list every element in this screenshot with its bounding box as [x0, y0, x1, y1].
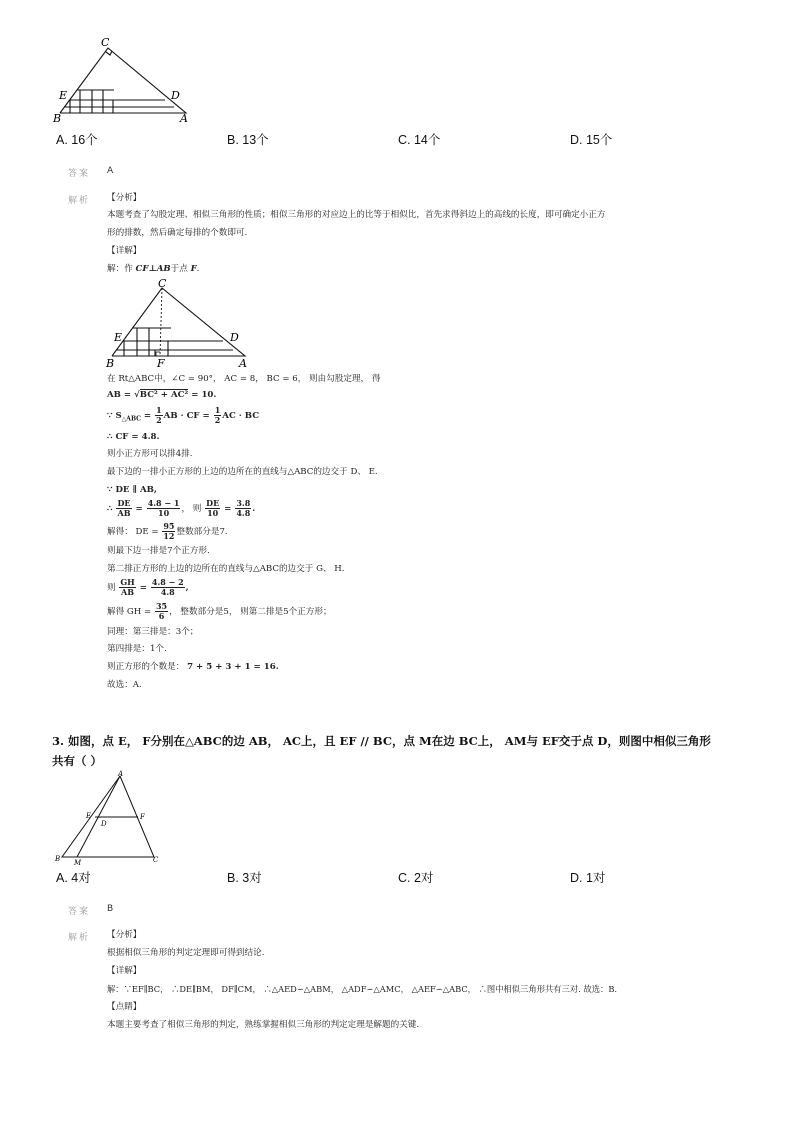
q2-detail-line-4: ∵ $S_{\triangle ABC}$ = $\frac{1}{2}$ AB · CF = $\frac{1}{2}$ AC · BC: [107, 405, 260, 425]
q2-sol-label-c: C: [158, 277, 167, 290]
q3-detail-text: 解：∵EF∥BC， ∴DE∥BM， DF∥CM， ∴△AED∽△ABM， △ADF∽△AMC， △AEF∽△ABC， ∴图中相似三角形共有三对. 故选：B.: [107, 984, 618, 994]
q3-comment-text: 本题主要考查了相似三角形的判定，熟练掌握相似三角形的判定定理是解题的关键.: [107, 1020, 420, 1030]
q2-analysis-label: 解析: [68, 196, 91, 206]
q2-sol-label-d: D: [230, 331, 239, 344]
q2-sol-label-a: A: [239, 357, 247, 370]
q2-detail-line-6: 则小正方形可以排4排.: [107, 449, 193, 459]
q2-analysis-text-2: 形的排数，然后确定每排的个数即可.: [107, 228, 248, 238]
q2-detail-line-3: AB = √BC² + AC² = 10.: [107, 390, 217, 400]
q2-detail-line-1: 解：作 CF⊥AB于点 F.: [107, 264, 200, 274]
q2-detail-heading: 【详解】: [107, 246, 142, 256]
q2-option-a[interactable]: A. 16个: [56, 133, 98, 147]
q2-sol-label-b: B: [106, 357, 115, 370]
q2-solution-figure: [102, 276, 262, 371]
q3-detail-heading: 【详解】: [107, 966, 142, 976]
q3-analysis-label: 解析: [68, 933, 91, 943]
q2-detail-line-15: 同理：第三排是：3个；: [107, 627, 199, 637]
q2-label-d: D: [171, 89, 180, 102]
q2-label-e: E: [59, 89, 68, 102]
q3-label-c: C: [153, 856, 159, 864]
q2-option-b[interactable]: B. 13个: [227, 133, 269, 147]
q2-detail-line-14: 解得 GH = $\frac{35}{6}$ ， 整数部分是5， 则第二排是5个正方形；: [107, 601, 332, 621]
q3-stem-line-2: 共有（ ）: [52, 754, 103, 768]
q2-detail-line-17: 则正方形的个数是： 7 + 5 + 3 + 1 = 16.: [107, 662, 279, 672]
q3-triangle-figure: [52, 768, 167, 868]
q2-detail-line-5: ∴ CF = 4.8.: [107, 432, 160, 442]
q2-detail-line-13: 则 $\frac{GH}{AB}$ = $\frac{4.8 - 2}{4.8}$ ,: [107, 577, 189, 597]
q2-detail-conclusion: 故选：A.: [107, 680, 142, 690]
q3-comment-heading: 【点睛】: [107, 1002, 142, 1012]
q2-answer-label: 答案: [68, 169, 91, 179]
q2-label-c: C: [101, 36, 110, 49]
q2-triangle-figure: [50, 36, 200, 126]
q2-detail-line-10: 解得： DE = $\frac{95}{12}$ 整数部分是7.: [107, 521, 228, 541]
q3-label-d: D: [101, 820, 107, 828]
q3-option-c[interactable]: C. 2对: [398, 871, 434, 885]
q2-answer-value: A: [107, 166, 114, 176]
q2-detail-line-11: 则最下边一排是7个正方形.: [107, 546, 210, 556]
q3-label-b: B: [55, 855, 61, 863]
q3-option-b[interactable]: B. 3对: [227, 871, 262, 885]
q2-detail-line-9: ∴ $\frac{DE}{AB}$ = $\frac{4.8 - 1}{10}$ ， 则 $\frac{DE}{10}$ = $\frac{3.8}{4.8}$ .: [107, 498, 256, 518]
q2-detail-line-12: 第二排正方形的上边的边所在的直线与△ABC的边交于 G、 H.: [107, 564, 345, 574]
q3-answer-label: 答案: [68, 907, 91, 917]
q2-analysis-heading: 【分析】: [107, 193, 142, 203]
q3-label-a: A: [118, 770, 124, 778]
q3-label-e: E: [86, 812, 92, 820]
q3-label-m: M: [74, 859, 82, 867]
q2-label-b: B: [53, 112, 62, 125]
q3-stem-line-1: 3. 如图，点 E， F分别在△ABC的边 AB， AC上，且 EF // BC，点 M在边 BC上， AM与 EF交于点 D，则图中相似三角形: [52, 734, 711, 748]
q3-label-f: F: [140, 813, 145, 821]
q3-option-a[interactable]: A. 4对: [56, 871, 91, 885]
q2-sol-label-e: E: [114, 331, 123, 344]
q3-option-d[interactable]: D. 1对: [570, 871, 606, 885]
q2-analysis-text-1: 本题考查了勾股定理、相似三角形的性质；相似三角形的对应边上的比等于相似比，首先求得斜边上的高线的长度，即可确定小正方: [107, 210, 606, 220]
q2-detail-line-7: 最下边的一排小正方形的上边的边所在的直线与△ABC的边交于 D、 E.: [107, 467, 378, 477]
q2-detail-line-8: ∵ DE ∥ AB,: [107, 485, 157, 495]
q2-detail-line-16: 第四排是：1个.: [107, 644, 167, 654]
q2-option-d[interactable]: D. 15个: [570, 133, 613, 147]
q2-label-a: A: [180, 112, 188, 125]
q3-analysis-text: 根据相似三角形的判定定理即可得到结论.: [107, 948, 265, 958]
q3-analysis-heading: 【分析】: [107, 930, 142, 940]
q2-sol-label-f: F: [157, 357, 165, 370]
q2-detail-line-2: 在 Rt△ABC中，∠C = 90°， AC = 8， BC = 6， 则由勾股定理， 得: [107, 374, 381, 384]
q3-answer-value: B: [107, 904, 114, 914]
q2-option-c[interactable]: C. 14个: [398, 133, 441, 147]
